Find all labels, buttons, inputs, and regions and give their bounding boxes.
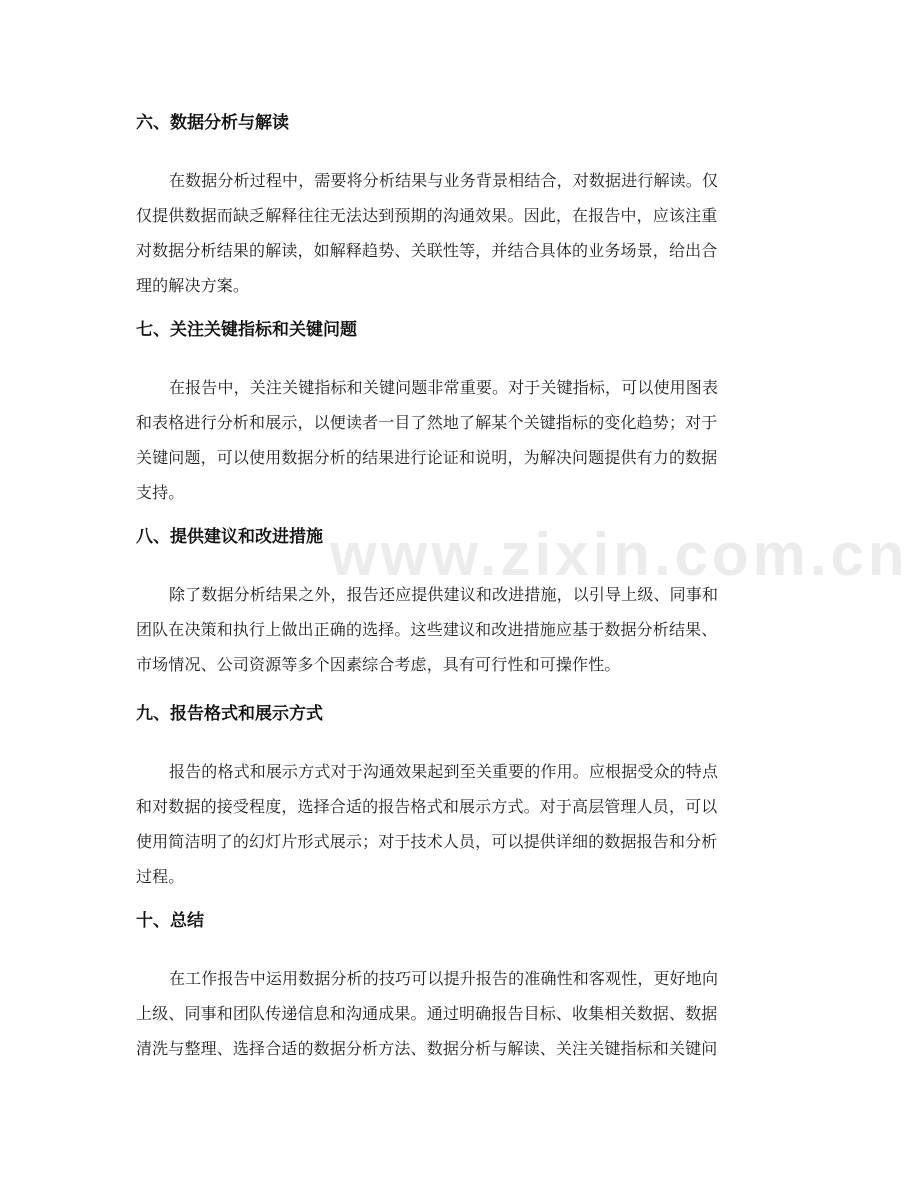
section-heading: 九、报告格式和展示方式 <box>136 704 323 724</box>
section-7 <box>136 320 786 510</box>
paragraph-line: 关键问题，可以使用数据分析的结果进行论证和说明，为解决问题提供有力的数据 <box>136 448 718 467</box>
paragraph-line: 市场情况、公司资源等多个因素综合考虑，具有可行性和可操作性。 <box>136 655 621 674</box>
paragraph-line: 支持。 <box>136 483 185 502</box>
paragraph-line: 过程。 <box>136 867 185 886</box>
watermark: www.zixin.com.cn <box>330 521 909 588</box>
section-10 <box>136 911 786 1066</box>
paragraph-line: 理的解决方案。 <box>136 276 250 295</box>
section-8 <box>136 527 786 682</box>
paragraph-line: 在报告中，关注关键指标和关键问题非常重要。对于关键指标，可以使用图表 <box>169 378 719 397</box>
section-heading: 八、提供建议和改进措施 <box>136 527 323 547</box>
section-heading: 十、总结 <box>136 911 204 931</box>
paragraph-line: 对数据分析结果的解读，如解释趋势、关联性等，并结合具体的业务场景，给出合 <box>136 241 718 260</box>
section-paragraph <box>136 370 786 510</box>
section-paragraph <box>136 163 786 303</box>
paragraph-line: 仅提供数据而缺乏解释往往无法达到预期的沟通效果。因此，在报告中，应该注重 <box>136 206 718 225</box>
section-9 <box>136 704 786 894</box>
section-paragraph <box>136 754 786 894</box>
paragraph-line: 上级、同事和团队传递信息和沟通成果。通过明确报告目标、收集相关数据、数据 <box>136 1004 718 1023</box>
section-paragraph <box>136 961 786 1066</box>
paragraph-line: 和表格进行分析和展示，以便读者一目了然地了解某个关键指标的变化趋势；对于 <box>136 413 718 432</box>
paragraph-line: 在工作报告中运用数据分析的技巧可以提升报告的准确性和客观性，更好地向 <box>169 969 719 988</box>
paragraph-line: 报告的格式和展示方式对于沟通效果起到至关重要的作用。应根据受众的特点 <box>169 762 719 781</box>
paragraph-line: 团队在决策和执行上做出正确的选择。这些建议和改进措施应基于数据分析结果、 <box>136 620 718 639</box>
section-6 <box>136 113 786 303</box>
paragraph-line: 清洗与整理、选择合适的数据分析方法、数据分析与解读、关注关键指标和关键问 <box>136 1039 718 1058</box>
paragraph-line: 使用简洁明了的幻灯片形式展示；对于技术人员，可以提供详细的数据报告和分析 <box>136 832 718 851</box>
section-paragraph <box>136 577 786 682</box>
paragraph-line: 和对数据的接受程度，选择合适的报告格式和展示方式。对于高层管理人员，可以 <box>136 797 718 816</box>
section-heading: 六、数据分析与解读 <box>136 113 289 133</box>
paragraph-line: 在数据分析过程中，需要将分析结果与业务背景相结合，对数据进行解读。仅 <box>169 171 719 190</box>
section-heading: 七、关注关键指标和关键问题 <box>136 320 357 340</box>
paragraph-line: 除了数据分析结果之外，报告还应提供建议和改进措施，以引导上级、同事和 <box>169 585 719 604</box>
